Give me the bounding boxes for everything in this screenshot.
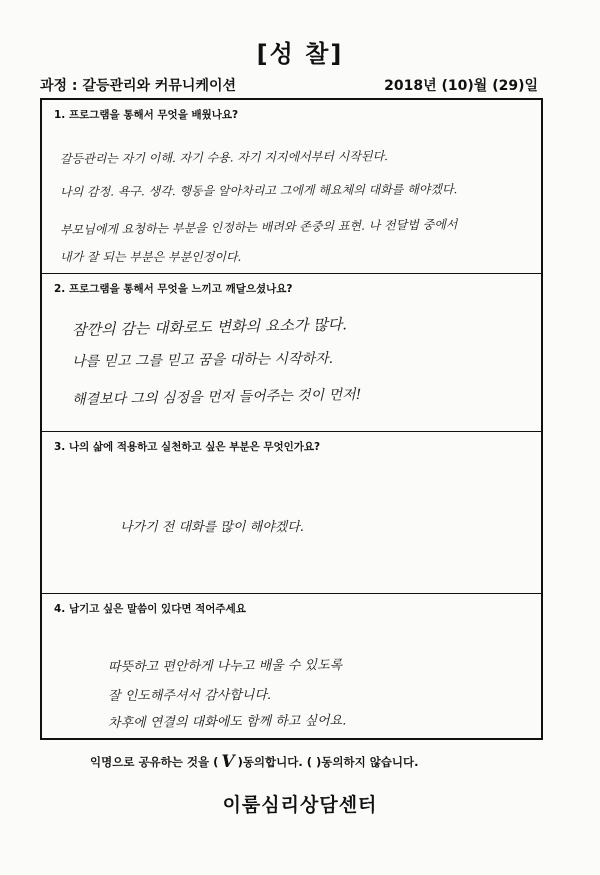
question-4: 4. 남기고 싶은 말씀이 있다면 적어주세요 <box>54 603 246 615</box>
consent-line <box>90 751 419 771</box>
question-1: 1. 프로그램을 통해서 무엇을 배웠나요? <box>54 109 239 121</box>
form-date: 2018년 (10)월 (29)일 <box>384 78 538 94</box>
answer-1-line-4: 내가 잘 되는 부분은 부분인정이다. <box>60 250 242 264</box>
answer-1-line-3: 부모님에게 요청하는 부분을 인정하는 배려와 존중의 표현. 나 전달법 중에서 <box>59 217 458 237</box>
answer-4-line-2: 잘 인도해주셔서 감사합니다. <box>107 687 272 704</box>
course-name: 과정 : 갈등관리와 커뮤니케이션 <box>40 78 237 94</box>
consent-text-before: 익명으로 공유하는 것을 ( <box>90 755 219 769</box>
answer-1-line-2: 나의 감정. 욕구. 생각. 행동을 알아차리고 그에게 해요체의 대화를 해야겠다. <box>59 182 458 199</box>
answer-2-line-1: 잠깐의 감는 대화로도 변화의 요소가 많다. <box>71 315 348 339</box>
answer-4-line-3: 차후에 연결의 대화에도 함께 하고 싶어요. <box>107 713 347 731</box>
answer-4-line-1: 따뜻하고 편안하게 나누고 배울 수 있도록 <box>107 657 343 675</box>
question-2: 2. 프로그램을 통해서 무엇을 느끼고 깨달으셨나요? <box>54 283 293 295</box>
answer-3-line-1: 나가기 전 대화를 많이 해야겠다. <box>120 520 304 535</box>
answer-2-line-3: 해결보다 그의 심정을 먼저 들어주는 것이 먼저! <box>71 386 362 408</box>
consent-text-after: )동의합니다. ( )동의하지 않습니다. <box>237 755 419 769</box>
section-felt <box>42 274 541 432</box>
center-name: 이룸심리상담센터 <box>222 794 378 816</box>
section-apply <box>42 432 541 594</box>
section-message <box>42 594 541 740</box>
section-learned <box>42 100 541 274</box>
consent-check-mark: V <box>221 752 235 772</box>
question-3: 3. 나의 삶에 적용하고 실천하고 싶은 부분은 무엇인가요? <box>54 441 321 453</box>
answer-1-line-1: 갈등관리는 자기 이해. 자기 수용. 자기 지지에서부터 시작된다. <box>59 149 389 166</box>
answer-2-line-2: 나를 믿고 그를 믿고 꿈을 대하는 시작하자. <box>71 350 334 370</box>
page-title: [성 찰] <box>256 40 344 68</box>
reflection-form <box>40 98 543 740</box>
